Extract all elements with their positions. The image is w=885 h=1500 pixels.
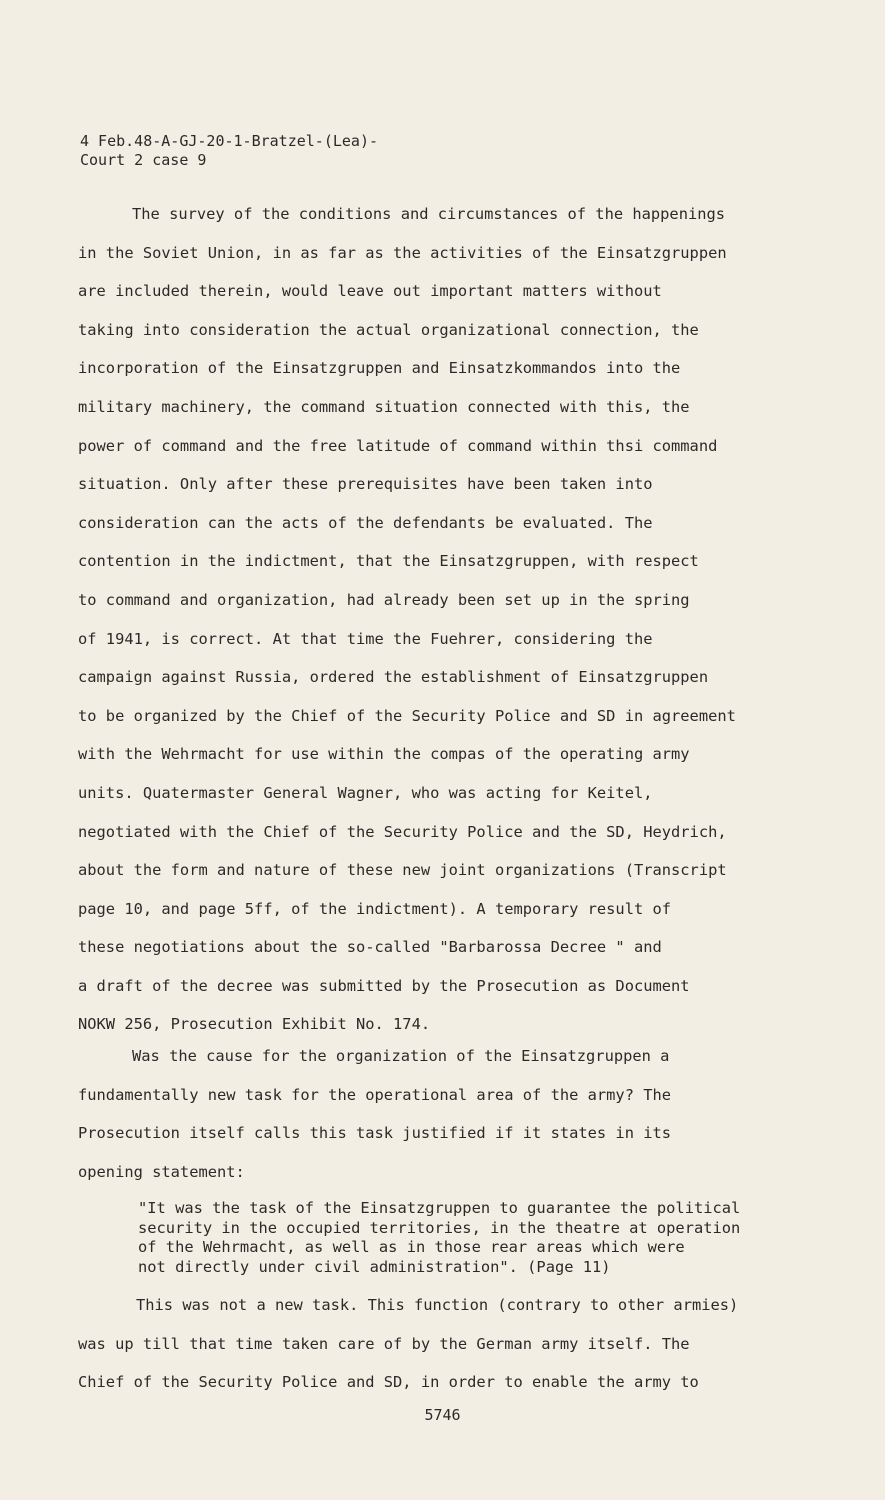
text-line: power of command and the free latitude of command within thsi command — [78, 436, 718, 455]
paragraph-3 — [78, 1286, 738, 1402]
text-line: with the Wehrmacht for use within the compas of the operating army — [78, 745, 690, 764]
document-header — [80, 132, 378, 170]
text-line: fundamentally new task for the operational area of the army? The — [78, 1085, 672, 1104]
text-line: taking into consideration the actual organizational connection, the — [78, 320, 699, 339]
text-line: opening statement: — [78, 1162, 245, 1181]
text-line: campaign against Russia, ordered the establishment of Einsatzgruppen — [78, 668, 709, 687]
header-reference: 4 Feb.48-A-GJ-20-1-Bratzel-(Lea)- — [80, 132, 379, 150]
text-line: This was not a new task. This function (contrary to other armies) — [136, 1296, 739, 1314]
text-line: are included therein, would leave out important matters without — [78, 282, 662, 301]
quote-line: of the Wehrmacht, as well as in those rear areas which were — [138, 1238, 685, 1256]
quote-line: not directly under civil administration". (Page 11) — [138, 1257, 611, 1276]
text-line: contention in the indictment, that the Einsatzgruppen, with respect — [78, 552, 699, 571]
text-line: units. Quatermaster General Wagner, who was acting for Keitel, — [78, 783, 653, 802]
text-line: Was the cause for the organization of the Einsatzgruppen a — [132, 1047, 670, 1065]
text-line: to be organized by the Chief of the Security Police and SD in agreement — [78, 706, 736, 725]
text-line: Prosecution itself calls this task justified if it states in its — [78, 1124, 672, 1143]
page-number: 5746 — [424, 1406, 461, 1424]
text-line: situation. Only after these prerequisites have been taken into — [78, 475, 653, 494]
paragraph-2 — [78, 1037, 671, 1191]
text-line: incorporation of the Einsatzgruppen and Einsatzkommandos into the — [78, 359, 681, 378]
text-line: The survey of the conditions and circumstances of the happenings — [132, 205, 726, 223]
text-line: a draft of the decree was submitted by the Prosecution as Document — [78, 976, 690, 995]
text-line: consideration can the acts of the defendants be evaluated. The — [78, 513, 653, 532]
text-line: of 1941, is correct. At that time the Fuehrer, considering the — [78, 629, 653, 648]
text-line: negotiated with the Chief of the Security Police and the SD, Heydrich, — [78, 822, 727, 841]
text-line: about the form and nature of these new joint organizations (Transcript — [78, 861, 727, 880]
paragraph-1 — [78, 195, 736, 1044]
quote-line: security in the occupied territories, in the theatre at operation — [138, 1218, 741, 1237]
text-line: NOKW 256, Prosecution Exhibit No. 174. — [78, 1015, 431, 1034]
text-line: Chief of the Security Police and SD, in order to enable the army to — [78, 1373, 699, 1392]
text-line: page 10, and page 5ff, of the indictment). A temporary result of — [78, 899, 672, 918]
quote-line: "It was the task of the Einsatzgruppen to guarantee the political — [138, 1199, 741, 1217]
header-court: Court 2 case 9 — [80, 151, 207, 169]
text-line: to command and organization, had already been set up in the spring — [78, 590, 690, 609]
text-line: military machinery, the command situation connected with this, the — [78, 397, 690, 416]
text-line: was up till that time taken care of by the German army itself. The — [78, 1334, 690, 1353]
block-quote — [138, 1199, 740, 1277]
text-line: these negotiations about the so-called "Barbarossa Decree " and — [78, 938, 662, 957]
text-line: in the Soviet Union, in as far as the activities of the Einsatzgruppen — [78, 243, 727, 262]
